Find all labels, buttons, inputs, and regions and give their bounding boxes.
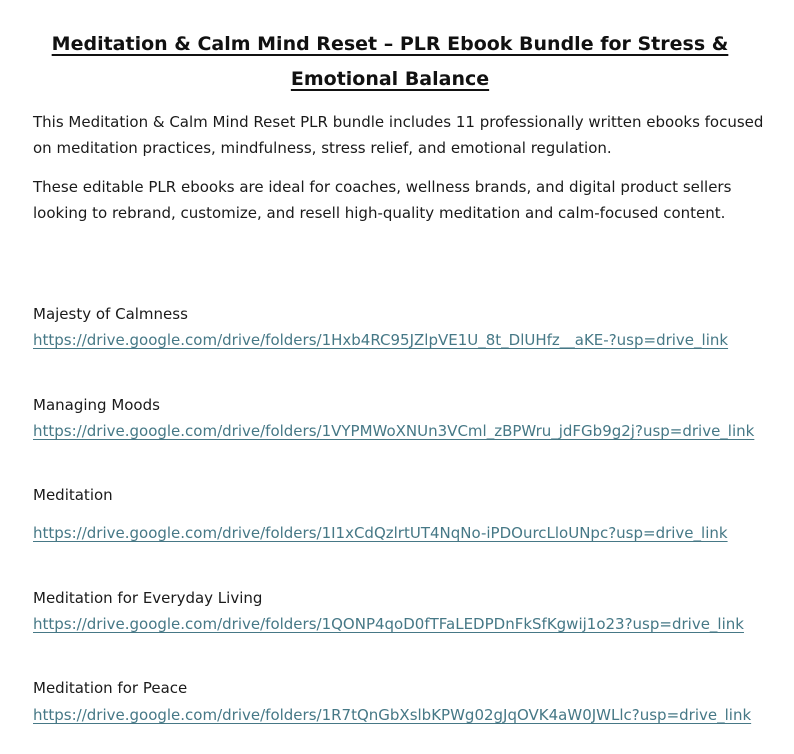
intro-paragraph-1: This Meditation & Calm Mind Reset PLR bundle includes 11 professionally written ebooks focused on meditation practices, mindfulness, stress relief, and emotional regulation.	[33, 113, 764, 157]
ebook-link-majesty-of-calmness[interactable]: https://drive.google.com/drive/folders/1Hxb4RC95JZlpVE1U_8t_DlUHfz__aKE-?usp=drive_link	[33, 331, 729, 349]
intro-paragraph-2: These editable PLR ebooks are ideal for coaches, wellness brands, and digital product sellers looking to rebrand, customize, and resell high-quality meditation and calm-focused content.	[33, 178, 732, 222]
ebook-link-managing-moods[interactable]: https://drive.google.com/drive/folders/1VYPMWoXNUn3VCml_zBPWru_jdFGb9g2j?usp=drive_link	[33, 422, 755, 440]
ebook-title-meditation: Meditation	[33, 486, 113, 504]
ebook-link-meditation-for-everyday-living[interactable]: https://drive.google.com/drive/folders/1QONP4qoD0fTFaLEDPDnFkSfKgwij1o23?usp=drive_link	[33, 615, 744, 633]
ebook-title-meditation-for-peace: Meditation for Peace	[33, 679, 188, 697]
ebook-title-managing-moods: Managing Moods	[33, 396, 160, 414]
ebook-title-meditation-for-everyday-living: Meditation for Everyday Living	[33, 589, 263, 607]
ebook-link-meditation[interactable]: https://drive.google.com/drive/folders/1I1xCdQzlrtUT4NqNo-iPDOurcLloUNpc?usp=drive_link	[33, 524, 728, 542]
ebook-title-majesty-of-calmness: Majesty of Calmness	[33, 305, 188, 323]
ebook-link-meditation-for-peace[interactable]: https://drive.google.com/drive/folders/1R7tQnGbXslbKPWg02gJqOVK4aW0JWLlc?usp=drive_link	[33, 706, 752, 724]
document-title: Meditation & Calm Mind Reset – PLR Ebook Bundle for Stress & Emotional Balance	[51, 33, 729, 90]
